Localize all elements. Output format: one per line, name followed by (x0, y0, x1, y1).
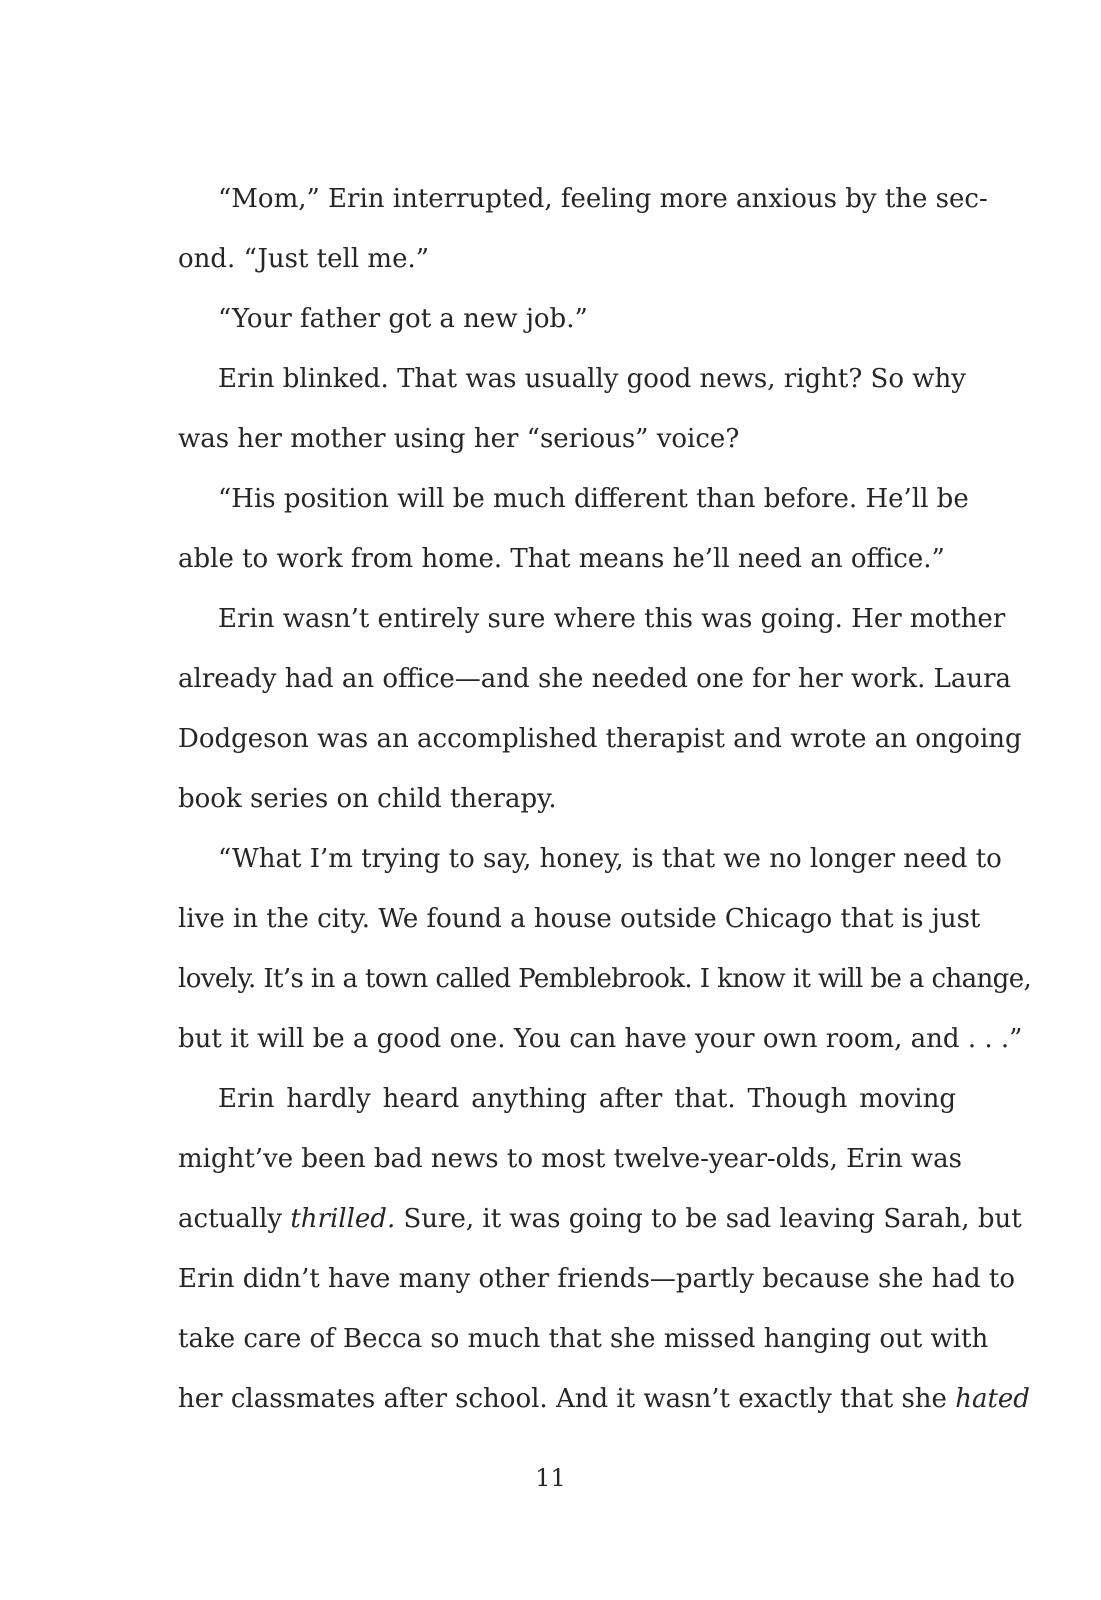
text-line (178, 1376, 1030, 1436)
body-text (178, 176, 1032, 1436)
text-line: Erin wasn’t entirely sure where this was going. Her mother (218, 604, 1006, 634)
text-line: take care of Becca so much that she missed hanging out with (178, 1324, 989, 1354)
text-line: “Mom,” Erin interrupted, feeling more anxious by the sec- (218, 184, 988, 214)
text-run: Sure, it was going to be sad leaving Sarah, but (395, 1204, 1022, 1234)
text-line: might’ve been bad news to most twelve-year-olds, Erin was (178, 1144, 962, 1174)
text-line: able to work from home. That means he’ll need an office.” (178, 544, 945, 574)
text-run: actually (178, 1204, 291, 1234)
text-line: “What I’m trying to say, honey, is that we no longer need to (218, 844, 1002, 874)
text-line: already had an office—and she needed one for her work. Laura (178, 664, 1012, 694)
text-line: lovely. It’s in a town called Pemblebrook. I know it will be a change, (178, 964, 1032, 994)
text-run: her classmates after school. And it wasn’t exactly that she (178, 1384, 956, 1414)
text-line: “Your father got a new job.” (218, 304, 588, 334)
text-line: book series on child therapy. (178, 784, 557, 814)
text-line: Erin blinked. That was usually good news, right? So why (218, 364, 966, 394)
italic-word: hated (955, 1384, 1030, 1414)
text-line: Dodgeson was an accomplished therapist and wrote an ongoing (178, 724, 1022, 754)
text-line: was her mother using her “serious” voice? (178, 424, 740, 454)
page-number: 11 (535, 1464, 566, 1492)
text-line: live in the city. We found a house outside Chicago that is just (178, 904, 981, 934)
italic-word: thrilled. (290, 1204, 396, 1234)
text-line: ond. “Just tell me.” (178, 244, 430, 274)
text-line: “His position will be much different than before. He’ll be (218, 484, 969, 514)
text-line: Erin hardly heard anything after that. Though moving (218, 1084, 956, 1114)
text-line: Erin didn’t have many other friends—partly because she had to (178, 1264, 1016, 1294)
text-line (178, 1196, 1022, 1256)
text-line: but it will be a good one. You can have your own room, and . . .” (178, 1024, 1023, 1054)
